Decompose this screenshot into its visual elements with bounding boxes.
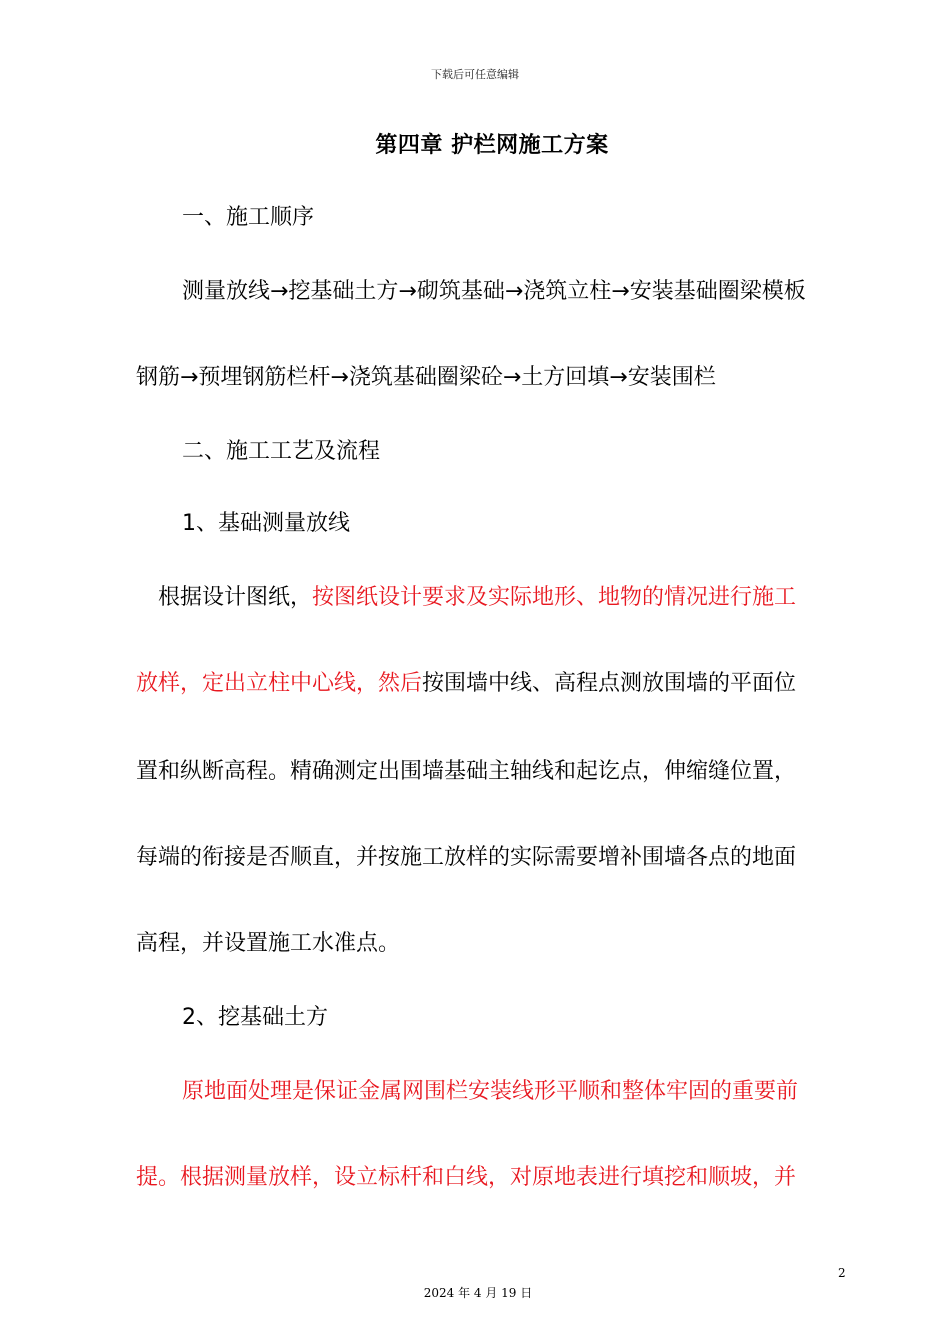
subsection-heading-2: 2、挖基础土方	[182, 1005, 328, 1030]
footer-date: 2024 年 4 月 19 日	[423, 1286, 533, 1300]
paragraph-2-line-1: 原地面处理是保证金属网围栏安装线形平顺和整体牢固的重要前	[182, 1079, 799, 1104]
paragraph-1-line-5: 高程，并设置施工水准点。	[136, 931, 401, 956]
section-heading-1: 一、施工顺序	[182, 205, 315, 230]
page-header-note: 下载后可任意编辑	[431, 68, 519, 81]
page-number: 2	[838, 1266, 846, 1280]
paragraph-1-text-red: 按图纸设计要求及实际地形、地物的情况进行施工	[312, 585, 797, 610]
paragraph-1-line-2	[136, 668, 852, 700]
paragraph-1-line-4: 每端的衔接是否顺直，并按施工放样的实际需要增补围墙各点的地面	[136, 845, 797, 870]
paragraph-2-line-2: 提。根据测量放样，设立标杆和白线，对原地表进行填挖和顺坡，并	[136, 1165, 797, 1190]
section-heading-2: 二、施工工艺及流程	[182, 439, 381, 464]
paragraph-1-text-black-2: 按围墙中线、高程点测放围墙的平面位	[422, 671, 797, 696]
paragraph-1-line-3: 置和纵断高程。精确测定出围墙基础主轴线和起讫点，伸缩缝位置，	[136, 759, 797, 784]
sequence-line-2: 钢筋→预埋钢筋栏杆→浇筑基础圈梁砼→土方回填→安装围栏	[136, 365, 716, 390]
sequence-line-1: 测量放线→挖基础土方→砌筑基础→浇筑立柱→安装基础圈梁模板	[182, 279, 806, 304]
paragraph-1-text-black: 根据设计图纸，	[158, 585, 313, 610]
paragraph-1-text-red-2: 放样，定出立柱中心线，然后	[136, 671, 423, 696]
subsection-heading-1: 1、基础测量放线	[182, 511, 350, 536]
paragraph-1-line-1	[158, 582, 874, 614]
chapter-title: 第四章 护栏网施工方案	[375, 133, 609, 158]
